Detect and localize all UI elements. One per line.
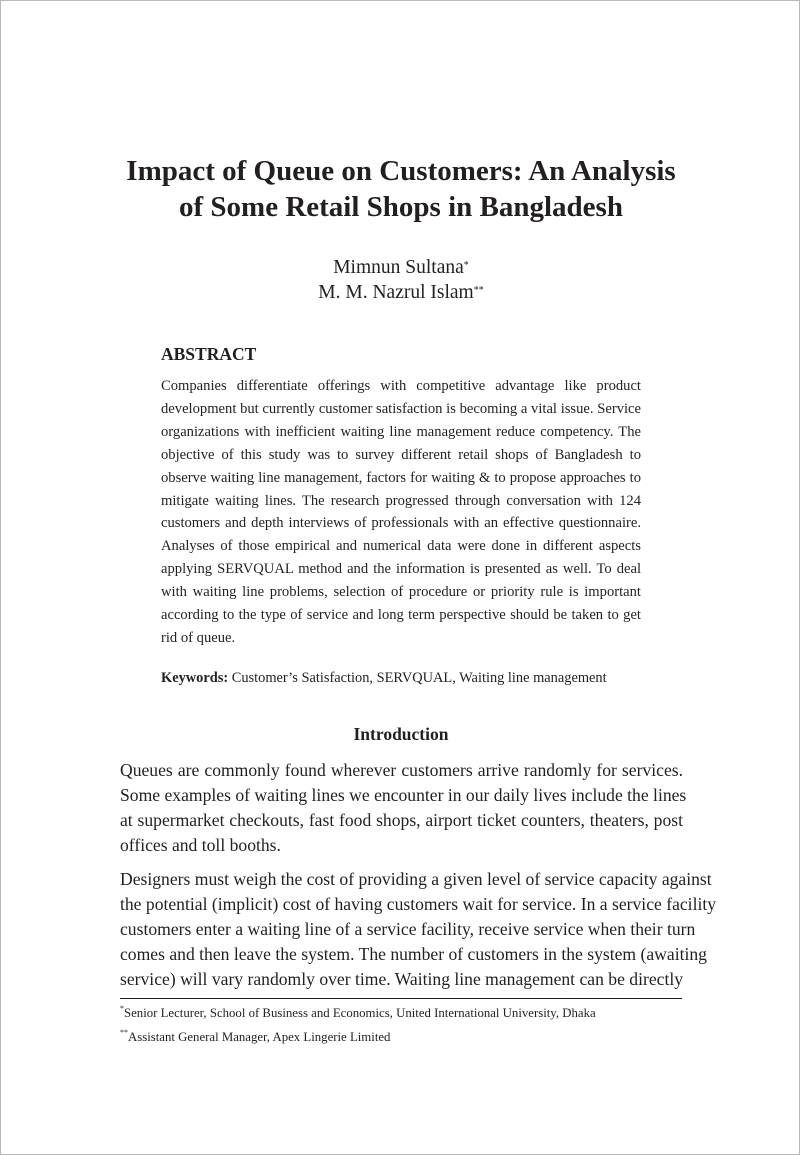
introduction-heading: Introduction bbox=[353, 724, 449, 744]
paper-title bbox=[61, 153, 741, 225]
paper-title-line: of Some Retail Shops in Bangladesh bbox=[179, 191, 623, 223]
paragraph-line: Designers must weigh the cost of providing a given level of service capacity against bbox=[120, 869, 712, 889]
abstract-line: objective of this study was to survey different retail shops of Bangladesh to bbox=[161, 446, 641, 463]
abstract-line: applying SERVQUAL method and the information is presented as well. To deal bbox=[161, 561, 641, 578]
keywords-text: Customer’s Satisfaction, SERVQUAL, Waiting line management bbox=[231, 670, 607, 686]
paragraph-line: comes and then leave the system. The number of customers in the system (awaiting bbox=[120, 944, 707, 964]
author-footnote-mark: * bbox=[463, 260, 469, 271]
footnote-divider bbox=[120, 998, 682, 999]
introduction-paragraph bbox=[120, 758, 687, 858]
abstract-line: with waiting line problems, selection of procedure or priority rule is important bbox=[161, 584, 641, 601]
abstract-line: Analyses of those empirical and numerical data were done in different aspects bbox=[161, 538, 641, 555]
abstract-line: customers and depth interviews of professionals with an effective questionnaire. bbox=[161, 515, 641, 532]
author-footnote-mark: ** bbox=[473, 285, 484, 296]
keywords bbox=[161, 670, 607, 687]
paragraph-line: at supermarket checkouts, fast food shops, airport ticket counters, theaters, post bbox=[120, 810, 683, 830]
keywords-label: Keywords: bbox=[161, 670, 229, 686]
footnote-mark: ** bbox=[120, 1028, 128, 1037]
paragraph-line: Queues are commonly found wherever customers arrive randomly for services. bbox=[120, 760, 683, 780]
abstract-line: organizations with inefficient waiting line management reduce competency. The bbox=[161, 423, 641, 440]
footnote bbox=[120, 1006, 596, 1021]
author-list bbox=[201, 255, 601, 305]
paragraph-line: service) will vary randomly over time. Waiting line management can be directly bbox=[120, 969, 684, 989]
author bbox=[201, 280, 601, 305]
author-name: Mimnun Sultana bbox=[333, 257, 464, 278]
footnote-mark: * bbox=[120, 1004, 124, 1013]
paper-title-line: Impact of Queue on Customers: An Analysis bbox=[126, 155, 676, 187]
paragraph-line: customers enter a waiting line of a service facility, receive service when their turn bbox=[120, 919, 696, 939]
paragraph-line: Some examples of waiting lines we encounter in our daily lives include the lines bbox=[120, 785, 687, 805]
author-name: M. M. Nazrul Islam bbox=[318, 282, 474, 303]
abstract-line: observe waiting line management, factors for waiting & to propose approaches to bbox=[161, 469, 641, 486]
author bbox=[201, 255, 601, 280]
abstract-line: mitigate waiting lines. The research progressed through conversation with 124 bbox=[161, 492, 641, 509]
footnote-text: Assistant General Manager, Apex Lingerie Limited bbox=[128, 1030, 391, 1044]
footnote bbox=[120, 1030, 390, 1045]
abstract-line: development but currently customer satisfaction is becoming a vital issue. Service bbox=[161, 400, 641, 417]
paragraph-line: the potential (implicit) cost of having customers wait for service. In a service facility bbox=[120, 894, 717, 914]
footnote-text: Senior Lecturer, School of Business and Economics, United International University, Dhaka bbox=[124, 1006, 596, 1020]
paragraph-line: offices and toll booths. bbox=[120, 835, 281, 855]
introduction-paragraph bbox=[120, 867, 717, 992]
abstract-text bbox=[161, 375, 641, 650]
abstract-line: rid of queue. bbox=[161, 629, 236, 646]
abstract-line: according to the type of service and long term perspective should be taken to get bbox=[161, 607, 641, 624]
abstract-heading: ABSTRACT bbox=[161, 344, 257, 364]
abstract-line: Companies differentiate offerings with competitive advantage like product bbox=[161, 378, 641, 394]
